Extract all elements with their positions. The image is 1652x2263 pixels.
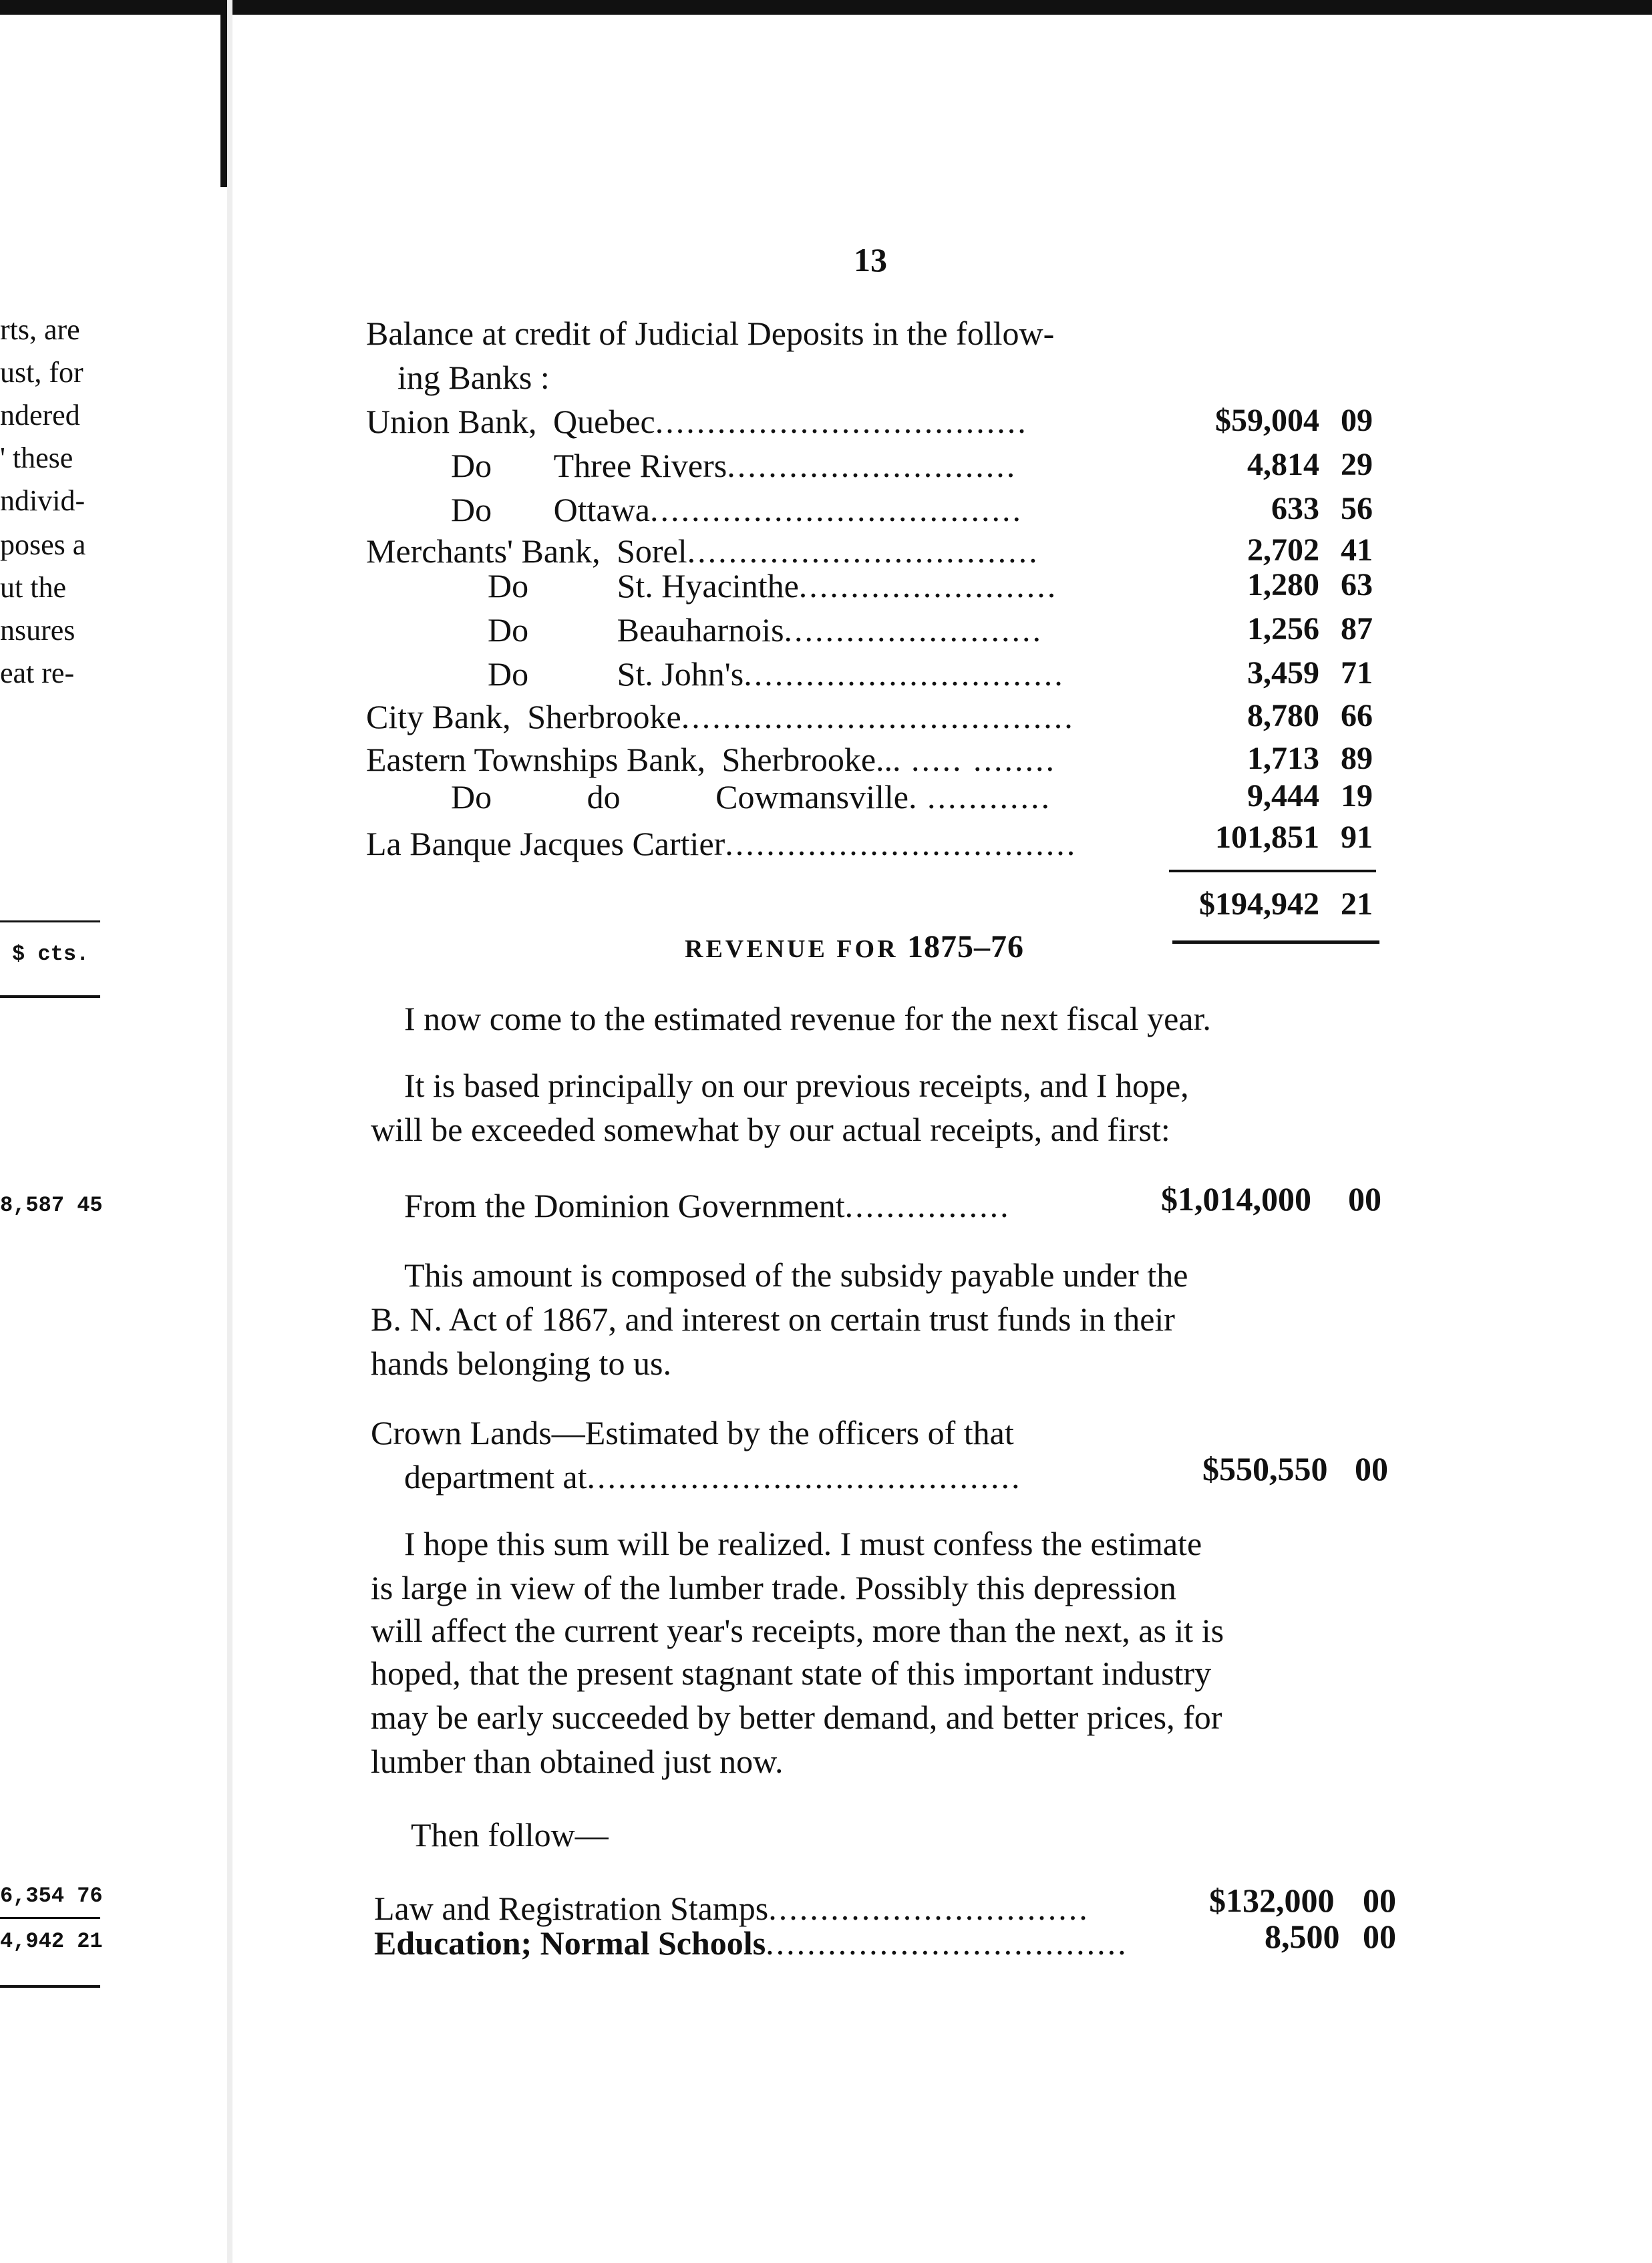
deposits-heading-line1: Balance at credit of Judicial Deposits in the follow- bbox=[366, 315, 1055, 352]
paragraph-line: may be early succeeded by better demand, and better prices, for bbox=[371, 1699, 1222, 1736]
bank-row bbox=[488, 611, 1043, 649]
crown-lands-cents: 00 bbox=[1355, 1450, 1388, 1488]
revenue-heading bbox=[685, 928, 1024, 965]
crown-lands-label: department at bbox=[404, 1458, 587, 1496]
education-row bbox=[374, 1924, 1128, 1962]
left-amount: 4,942 21 bbox=[0, 1929, 103, 1954]
dot-leader: .................................. bbox=[725, 825, 1078, 862]
dominion-dollars: $1,014,000 bbox=[1161, 1180, 1311, 1218]
left-line: nsures bbox=[0, 614, 75, 647]
amount-dollars: 1,280 bbox=[1247, 567, 1319, 602]
amount-cents: 71 bbox=[1341, 655, 1373, 691]
dot-leader: ...................................... bbox=[681, 698, 1075, 735]
amount-dollars: 1,713 bbox=[1247, 741, 1319, 776]
dot-leader: ............................... bbox=[768, 1890, 1090, 1927]
left-column-header: $ cts. bbox=[12, 942, 90, 967]
amount-dollars: 1,256 bbox=[1247, 611, 1319, 647]
left-rule bbox=[0, 995, 100, 998]
dot-leader: ............................... bbox=[744, 655, 1065, 693]
amount-cents: 63 bbox=[1341, 567, 1373, 602]
bank-branch: Sorel bbox=[617, 532, 687, 570]
ditto-label: Do bbox=[451, 491, 492, 528]
left-amount: 8,587 45 bbox=[0, 1193, 103, 1218]
revenue-heading-text: REVENUE FOR bbox=[685, 935, 898, 963]
ditto-label: Do bbox=[488, 611, 529, 649]
bank-branch: Beauharnois bbox=[617, 611, 784, 649]
dot-leader: ......................... bbox=[798, 567, 1058, 604]
bank-row bbox=[488, 655, 1065, 693]
paragraph-line: will be exceeded somewhat by our actual receipts, and first: bbox=[371, 1111, 1170, 1148]
bank-name: Union Bank, bbox=[366, 403, 537, 440]
paragraph: I now come to the estimated revenue for the next fiscal year. bbox=[404, 1000, 1211, 1037]
bank-branch: Ottawa bbox=[553, 491, 650, 528]
ditto-label: Do bbox=[488, 655, 529, 693]
amount-dollars: 2,702 bbox=[1247, 532, 1319, 568]
education-label: Education; Normal Schools bbox=[374, 1924, 766, 1962]
dot-leader: .................................. bbox=[687, 532, 1039, 570]
crown-lands-dollars: $550,550 bbox=[1202, 1450, 1328, 1488]
bank-branch: Sherbrooke bbox=[527, 698, 681, 735]
paragraph-line: It is based principally on our previous receipts, and I hope, bbox=[404, 1067, 1189, 1104]
dot-leader: .................................... bbox=[650, 491, 1023, 528]
bank-branch: Sherbrooke... bbox=[721, 741, 901, 778]
bank-name: City Bank, bbox=[366, 698, 511, 735]
ditto-label: Do bbox=[451, 447, 492, 484]
left-amount: 6,354 76 bbox=[0, 1884, 103, 1908]
amount-cents: 41 bbox=[1341, 532, 1373, 568]
amount-cents: 29 bbox=[1341, 447, 1373, 482]
paragraph-line: hoped, that the present stagnant state of this important industry bbox=[371, 1655, 1212, 1692]
stamps-label: Law and Registration Stamps bbox=[374, 1890, 769, 1927]
dot-leader: ............ bbox=[917, 778, 1051, 816]
paragraph-line: is large in view of the lumber trade. Possibly this depression bbox=[371, 1569, 1176, 1606]
bank-row bbox=[366, 824, 1077, 863]
crown-lands-line1: Crown Lands—Estimated by the officers of that bbox=[371, 1414, 1014, 1451]
left-line: rts, are bbox=[0, 313, 80, 346]
amount-dollars: 4,814 bbox=[1247, 447, 1319, 482]
bank-branch: Quebec bbox=[553, 403, 655, 440]
left-line: eat re- bbox=[0, 657, 75, 689]
stamps-cents: 00 bbox=[1363, 1882, 1396, 1919]
bank-name: La Banque Jacques Cartier bbox=[366, 825, 725, 862]
paragraph-line: B. N. Act of 1867, and interest on certain trust funds in their bbox=[371, 1300, 1175, 1338]
dot-leader: .................................... bbox=[655, 403, 1028, 440]
page-top-edge bbox=[0, 0, 1652, 15]
stamps-dollars: $132,000 bbox=[1209, 1882, 1335, 1919]
page-number: 13 bbox=[854, 241, 887, 279]
amount-cents: 56 bbox=[1341, 491, 1373, 526]
education-cents: 00 bbox=[1363, 1918, 1396, 1955]
bank-row bbox=[366, 697, 1075, 736]
bank-row bbox=[451, 777, 1051, 816]
bank-branch: Three Rivers bbox=[553, 447, 727, 484]
amount-cents: 87 bbox=[1341, 611, 1373, 647]
left-line: ut the bbox=[0, 571, 66, 604]
stamps-row bbox=[374, 1889, 1090, 1928]
total-rule-bottom bbox=[1172, 940, 1379, 944]
bank-row bbox=[488, 566, 1057, 605]
crown-lands-row bbox=[404, 1457, 1022, 1496]
then-follow: Then follow— bbox=[411, 1816, 609, 1854]
deposits-heading-line2: ing Banks : bbox=[397, 359, 550, 396]
left-rule bbox=[0, 920, 100, 922]
dot-leader: ......................... bbox=[784, 611, 1043, 649]
dot-leader: ..... ........ bbox=[900, 741, 1057, 778]
amount-dollars: 8,780 bbox=[1247, 698, 1319, 733]
bank-row bbox=[451, 446, 1017, 485]
education-dollars: 8,500 bbox=[1265, 1918, 1340, 1955]
dominion-label: From the Dominion Government bbox=[404, 1187, 845, 1224]
bank-name: Eastern Townships Bank, bbox=[366, 741, 706, 778]
amount-cents: 19 bbox=[1341, 778, 1373, 814]
paragraph-line: lumber than obtained just now. bbox=[371, 1743, 784, 1780]
left-line: ndivid- bbox=[0, 484, 86, 517]
ditto-label: Do bbox=[488, 567, 529, 604]
amount-dollars: 633 bbox=[1271, 491, 1319, 526]
amount-cents: 89 bbox=[1341, 741, 1373, 776]
bank-branch: Cowmansville. bbox=[715, 778, 917, 816]
dot-leader: ................ bbox=[844, 1187, 1011, 1224]
revenue-heading-year: 1875–76 bbox=[907, 929, 1025, 965]
dot-leader: .......................................... bbox=[587, 1458, 1022, 1496]
dominion-cents: 00 bbox=[1348, 1180, 1381, 1218]
left-rule bbox=[0, 1917, 100, 1919]
paragraph-line: This amount is composed of the subsidy payable under the bbox=[404, 1256, 1188, 1294]
total-dollars: $194,942 bbox=[1199, 886, 1319, 922]
bank-row bbox=[451, 490, 1023, 529]
dot-leader: ................................... bbox=[766, 1924, 1128, 1962]
bank-name: Merchants' Bank, bbox=[366, 532, 601, 570]
ditto-label: do bbox=[587, 778, 621, 816]
amount-cents: 09 bbox=[1341, 403, 1373, 438]
ditto-label: Do bbox=[451, 778, 492, 816]
amount-cents: 66 bbox=[1341, 698, 1373, 733]
bank-row bbox=[366, 402, 1028, 441]
left-line: ndered bbox=[0, 399, 80, 431]
left-line: ' these bbox=[0, 442, 73, 474]
paragraph-line: I hope this sum will be realized. I must confess the estimate bbox=[404, 1525, 1202, 1562]
total-cents: 21 bbox=[1341, 886, 1373, 922]
amount-dollars: 9,444 bbox=[1247, 778, 1319, 814]
amount-cents: 91 bbox=[1341, 820, 1373, 855]
bank-branch: St. John's bbox=[617, 655, 744, 693]
paragraph-line: hands belonging to us. bbox=[371, 1345, 671, 1382]
dominion-row bbox=[404, 1186, 1011, 1225]
amount-dollars: 101,851 bbox=[1215, 820, 1319, 855]
bank-branch: St. Hyacinthe bbox=[617, 567, 799, 604]
left-line: poses a bbox=[0, 528, 86, 561]
paragraph-line: will affect the current year's receipts, more than the next, as it is bbox=[371, 1612, 1224, 1649]
dot-leader: ............................ bbox=[727, 447, 1017, 484]
total-rule-top bbox=[1169, 870, 1376, 872]
gutter-shadow bbox=[227, 0, 232, 2263]
left-rule bbox=[0, 1985, 100, 1988]
left-line: ust, for bbox=[0, 356, 84, 389]
amount-dollars: $59,004 bbox=[1215, 403, 1319, 438]
amount-dollars: 3,459 bbox=[1247, 655, 1319, 691]
bank-row bbox=[366, 532, 1039, 570]
bank-row bbox=[366, 740, 1056, 779]
